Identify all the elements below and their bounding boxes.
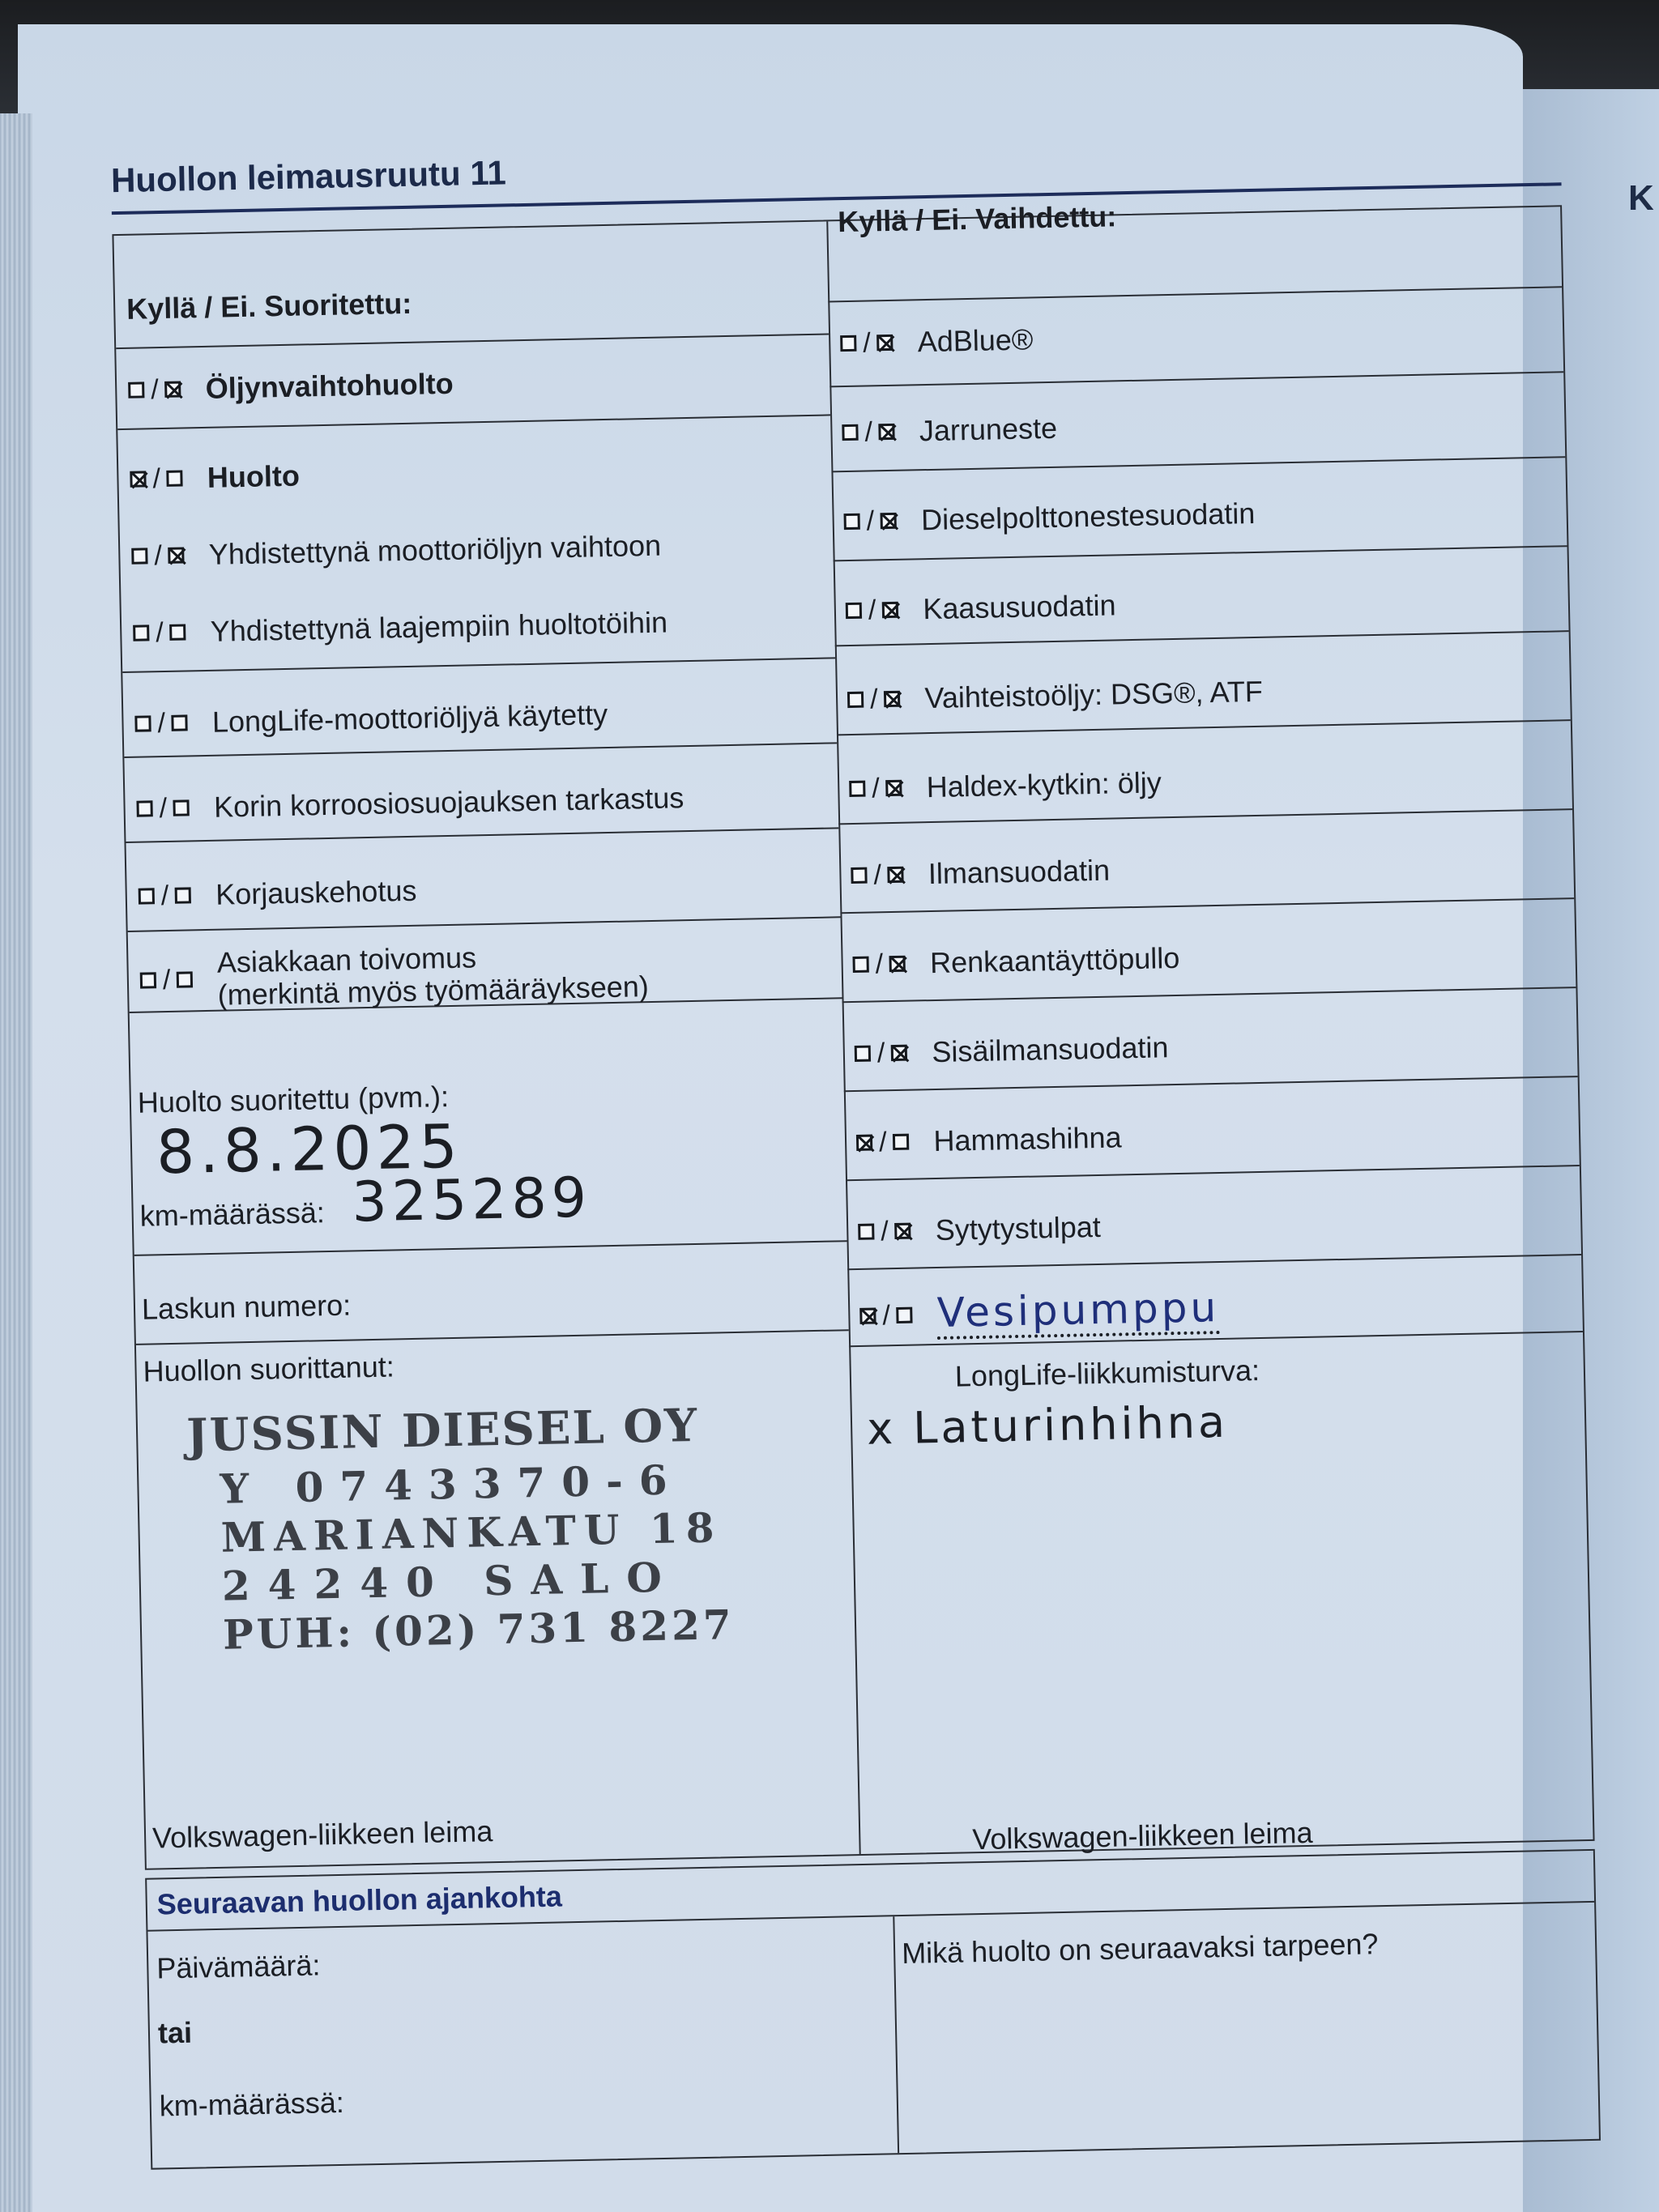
- yes-checkbox[interactable]: [842, 424, 858, 441]
- item-row[interactable]: [128, 367, 454, 407]
- item-cell-4: [122, 658, 837, 758]
- item-row[interactable]: [842, 411, 1057, 450]
- item-cell-1: [117, 416, 835, 673]
- stamp-business-id: Y 0743370-6: [219, 1455, 684, 1513]
- item-row[interactable]: [856, 1120, 1122, 1160]
- item-label-note: (merkintä myös työmääräykseen): [217, 970, 650, 1012]
- item-row[interactable]: [859, 1284, 1220, 1341]
- item-row[interactable]: [134, 697, 608, 741]
- stamp-street: MARIANKATU 18: [220, 1503, 723, 1562]
- yes-checkbox[interactable]: [844, 514, 860, 530]
- form-title: Huollon leimausruutu 11: [110, 153, 507, 200]
- item-label: Yhdistettynä moottoriöljyn vaihtoon: [208, 528, 662, 571]
- performed-column: [113, 221, 860, 1868]
- stamp-phone: PUH: (02) 731 8227: [222, 1600, 736, 1659]
- item-row[interactable]: [136, 781, 684, 826]
- performed-by-cell: [136, 1331, 859, 1872]
- replaced-cell-0: [828, 288, 1563, 387]
- yes-checkbox[interactable]: [846, 603, 862, 619]
- item-row[interactable]: [849, 765, 1162, 806]
- item-label: Renkaantäyttöpullo: [929, 940, 1180, 980]
- replaced-cell-3: [834, 547, 1569, 646]
- replaced-cell-9: [844, 1077, 1580, 1181]
- item-cell-6: [126, 829, 840, 932]
- no-checkbox[interactable]: [895, 1223, 911, 1239]
- item-label: Dieselpolttonestesuodatin: [920, 496, 1256, 537]
- km-value[interactable]: 325289: [351, 1166, 592, 1235]
- checkbox-separator: /: [878, 1126, 887, 1157]
- item-cell-5: [124, 744, 838, 843]
- checkbox-pair: [859, 1299, 913, 1332]
- yes-checkbox[interactable]: [134, 715, 151, 731]
- longlife-label: LongLife-liikkumisturva:: [954, 1353, 1260, 1393]
- item-row[interactable]: [138, 874, 416, 914]
- checkbox-separator: /: [869, 683, 878, 715]
- replaced-cell-1: [830, 373, 1565, 472]
- item-label: Hammashihna: [933, 1120, 1122, 1158]
- yes-checkbox[interactable]: [849, 781, 865, 797]
- replaced-cell-7: [840, 899, 1576, 1003]
- checkbox-pair: [131, 539, 185, 572]
- item-label: Jarruneste: [919, 411, 1058, 448]
- item-cell-7: [128, 918, 842, 1013]
- longlife-cell: [849, 1332, 1593, 1857]
- next-service-question: Mikä huolto on seuraavaksi tarpeen?: [901, 1927, 1379, 1971]
- item-cell-0: [116, 335, 830, 430]
- checkbox-separator: /: [866, 505, 875, 537]
- replaced-cell-2: [831, 458, 1567, 561]
- item-row[interactable]: [133, 606, 668, 650]
- no-checkbox[interactable]: [893, 1134, 909, 1150]
- no-checkbox[interactable]: [882, 602, 898, 618]
- next-service-type-cell: [893, 1903, 1599, 2153]
- checkbox-separator: /: [880, 1215, 889, 1247]
- no-checkbox[interactable]: [889, 956, 906, 972]
- replaced-header: Kyllä / Ei. Vaihdettu:: [837, 199, 1117, 239]
- invoice-label: Laskun numero:: [141, 1288, 352, 1326]
- no-checkbox[interactable]: [886, 780, 902, 796]
- next-service-title: Seuraavan huollon ajankohta: [147, 1851, 1594, 1932]
- service-date-value[interactable]: 8.8.2025: [156, 1111, 463, 1188]
- checkbox-separator: /: [862, 326, 872, 359]
- item-label: Korjauskehotus: [215, 873, 417, 911]
- checkbox-separator: /: [881, 1299, 891, 1331]
- item-label-group: [217, 938, 650, 1012]
- yes-checkbox[interactable]: [840, 335, 856, 352]
- or-label: tai: [157, 2015, 193, 2050]
- handwritten-note[interactable]: x Laturinhihna: [866, 1396, 1229, 1455]
- checkbox-separator: /: [873, 859, 882, 890]
- stamp-city: 24240 SALO: [221, 1553, 680, 1610]
- page-stack-edge: [0, 113, 32, 2212]
- no-checkbox[interactable]: [888, 867, 904, 883]
- checkbox-pair: [140, 964, 194, 996]
- yes-checkbox[interactable]: [139, 888, 155, 904]
- yes-checkbox[interactable]: [852, 957, 868, 973]
- next-page-letter: K: [1628, 178, 1654, 218]
- service-stamp-form: [78, 107, 1659, 2211]
- checkbox-pair: [130, 462, 183, 495]
- checkbox-separator: /: [876, 1037, 885, 1068]
- yes-checkbox[interactable]: [130, 471, 146, 487]
- checkbox-separator: /: [162, 964, 171, 995]
- item-row[interactable]: [854, 1030, 1168, 1071]
- item-label: Vaihteistoöljy: DSG®, ATF: [924, 674, 1264, 715]
- no-checkbox[interactable]: [879, 424, 895, 440]
- checkbox-pair: [856, 1126, 910, 1158]
- item-row[interactable]: [843, 497, 1255, 539]
- date-km-cell: [130, 999, 847, 1256]
- item-row[interactable]: [851, 854, 1110, 893]
- item-label: AdBlue®: [917, 322, 1034, 359]
- checkbox-separator: /: [160, 880, 169, 911]
- checkbox-pair: [133, 616, 186, 649]
- no-checkbox[interactable]: [170, 624, 186, 640]
- item-label: LongLife-moottoriöljyä käytetty: [211, 697, 608, 739]
- replaced-cell-11: [847, 1255, 1583, 1347]
- performed-by-label: Huollon suorittanut:: [143, 1349, 395, 1388]
- checkbox-separator: /: [871, 772, 881, 803]
- no-checkbox[interactable]: [168, 547, 185, 563]
- no-checkbox[interactable]: [177, 971, 193, 987]
- replaced-cell-5: [837, 721, 1572, 825]
- checkbox-pair: [134, 707, 188, 739]
- checkbox-separator: /: [159, 792, 168, 824]
- yes-checkbox[interactable]: [131, 548, 147, 564]
- replaced-cell-10: [846, 1166, 1581, 1270]
- next-service-box: [145, 1849, 1601, 2170]
- service-date-label: Huolto suoritettu (pvm.):: [137, 1080, 450, 1119]
- replaced-header-cell: [826, 199, 1562, 302]
- item-row[interactable]: [858, 1210, 1101, 1249]
- checkbox-pair: [858, 1215, 911, 1247]
- replaced-cell-8: [842, 988, 1578, 1092]
- replaced-cell-4: [835, 632, 1571, 735]
- item-label: Haldex-kytkin: öljy: [926, 765, 1162, 804]
- km-label: km-määrässä:: [139, 1196, 326, 1233]
- replaced-cell-6: [838, 810, 1574, 914]
- checkbox-pair: [852, 948, 906, 980]
- no-checkbox[interactable]: [175, 887, 191, 903]
- checkbox-pair: [842, 416, 895, 448]
- checkbox-pair: [849, 772, 902, 804]
- item-label-handwritten: Vesipumppu: [936, 1284, 1220, 1340]
- yes-checkbox[interactable]: [133, 624, 149, 641]
- dealer-stamp-label: Volkswagen-liikkeen leima: [151, 1814, 493, 1855]
- next-service-date-cell: [147, 1916, 899, 2167]
- checkbox-pair: [843, 505, 897, 537]
- item-label: Öljynvaihtohuolto: [205, 366, 454, 405]
- yes-checkbox[interactable]: [140, 972, 156, 988]
- checkbox-separator: /: [155, 616, 164, 648]
- checkbox-pair: [846, 594, 899, 626]
- performed-header-cell: [113, 221, 829, 349]
- yes-checkbox[interactable]: [851, 867, 867, 884]
- no-checkbox[interactable]: [877, 335, 893, 351]
- stamp-company: JUSSIN DIESEL OY: [186, 1398, 699, 1463]
- no-checkbox[interactable]: [891, 1045, 907, 1061]
- checkbox-separator: /: [150, 373, 160, 405]
- checkbox-pair: [136, 792, 190, 825]
- invoice-cell: [134, 1242, 849, 1345]
- item-label: Korin korroosiosuojauksen tarkastus: [213, 781, 684, 824]
- next-km-label: km-määrässä:: [159, 2085, 345, 2123]
- item-row[interactable]: [845, 588, 1115, 628]
- item-label: Asiakkaan toivomus: [216, 940, 477, 979]
- checkbox-separator: /: [875, 948, 884, 979]
- item-row[interactable]: [852, 941, 1179, 982]
- yes-checkbox[interactable]: [856, 1135, 872, 1151]
- no-checkbox[interactable]: [897, 1307, 913, 1323]
- yes-checkbox[interactable]: [128, 381, 144, 398]
- no-checkbox[interactable]: [167, 470, 183, 486]
- item-label: Sytytystulpat: [935, 1209, 1102, 1247]
- service-grid: [112, 199, 1594, 1870]
- item-row[interactable]: [130, 459, 300, 497]
- checkbox-separator: /: [152, 462, 161, 494]
- yes-checkbox[interactable]: [847, 692, 864, 708]
- checkbox-pair: [138, 880, 191, 912]
- item-label: Sisäilmansuodatin: [931, 1030, 1169, 1069]
- item-label: Yhdistettynä laajempiin huoltotöihin: [210, 605, 668, 648]
- checkbox-pair: [851, 859, 904, 891]
- checkbox-pair: [840, 326, 893, 359]
- yes-checkbox[interactable]: [136, 800, 152, 816]
- no-checkbox[interactable]: [881, 513, 897, 529]
- yes-checkbox[interactable]: [858, 1224, 874, 1240]
- checkbox-pair: [847, 683, 901, 715]
- checkbox-separator: /: [864, 416, 873, 448]
- checkbox-pair: [855, 1037, 908, 1069]
- item-row[interactable]: [139, 938, 649, 1013]
- item-label: Ilmansuodatin: [928, 853, 1111, 891]
- yes-checkbox[interactable]: [859, 1308, 876, 1324]
- checkbox-separator: /: [157, 707, 166, 739]
- item-row[interactable]: [131, 529, 661, 573]
- checkbox-separator: /: [868, 594, 876, 626]
- no-checkbox[interactable]: [172, 714, 188, 731]
- item-label: Huolto: [207, 458, 301, 494]
- item-row[interactable]: [840, 322, 1034, 360]
- no-checkbox[interactable]: [165, 381, 181, 398]
- performed-header: Kyllä / Ei. Suoritettu:: [126, 286, 412, 326]
- item-label: Kaasusuodatin: [922, 588, 1116, 626]
- item-row[interactable]: [847, 675, 1264, 717]
- replaced-column: [826, 199, 1593, 1856]
- checkbox-pair: [128, 373, 181, 406]
- checkbox-separator: /: [153, 539, 163, 571]
- date-label: Päivämäärä:: [156, 1948, 321, 1985]
- dealer-stamp-label-right: Volkswagen-liikkeen leima: [971, 1815, 1313, 1856]
- no-checkbox[interactable]: [884, 691, 900, 707]
- yes-checkbox[interactable]: [855, 1046, 871, 1062]
- no-checkbox[interactable]: [173, 799, 190, 816]
